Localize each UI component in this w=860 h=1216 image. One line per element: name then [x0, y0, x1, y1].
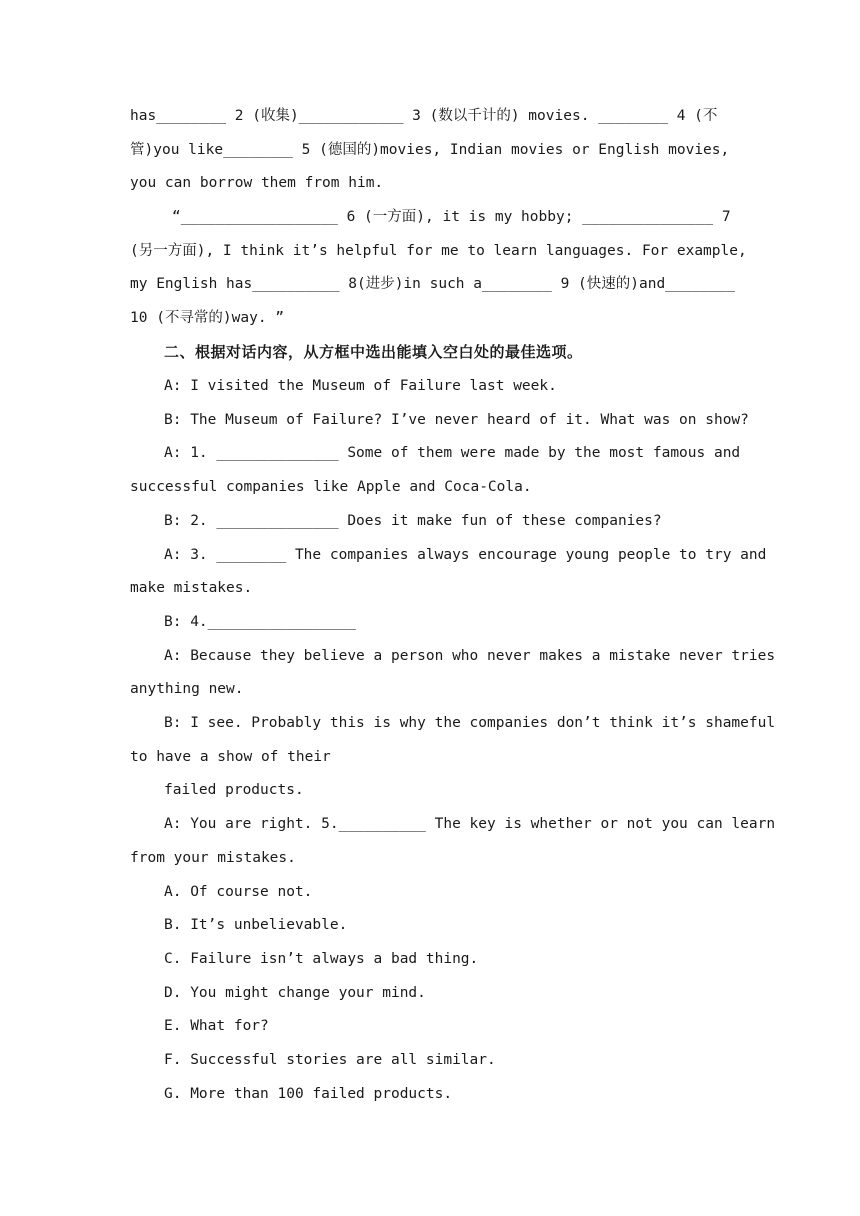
passage-line: “__________________ 6 (一方面), it is my hobby; _______________ 7 [172, 209, 731, 225]
dialogue-line: to have a show of their [130, 749, 331, 765]
passage-line: 管)you like________ 5 (德国的)movies, Indian movies or English movies, [130, 142, 730, 158]
passage-line: (另一方面), I think it’s helpful for me to learn languages. For example, [130, 243, 747, 259]
option-item: C. Failure isn’t always a bad thing. [164, 951, 479, 967]
dialogue-line: B: 2. ______________ Does it make fun of these companies? [164, 513, 662, 529]
dialogue-line: A: You are right. 5.__________ The key is whether or not you can learn [164, 816, 776, 832]
dialogue-line: A: 1. ______________ Some of them were made by the most famous and [164, 445, 741, 461]
option-item: F. Successful stories are all similar. [164, 1052, 496, 1068]
dialogue-line: make mistakes. [130, 580, 253, 596]
section-heading: 二、根据对话内容，从方框中选出能填入空白处的最佳选项。 [164, 343, 583, 361]
dialogue-line: A: 3. ________ The companies always encourage young people to try and [164, 547, 767, 563]
dialogue-line: A: Because they believe a person who never makes a mistake never tries [164, 648, 776, 664]
dialogue-line: B: The Museum of Failure? I’ve never heard of it. What was on show? [164, 412, 749, 428]
passage-line: has________ 2 (收集)____________ 3 (数以千计的) movies. ________ 4 (不 [130, 108, 718, 124]
dialogue-line: failed products. [164, 782, 304, 798]
dialogue-line: B: 4._________________ [164, 614, 357, 630]
option-item: G. More than 100 failed products. [164, 1086, 453, 1102]
dialogue-line: A: I visited the Museum of Failure last week. [164, 378, 557, 394]
passage-line: you can borrow them from him. [130, 175, 384, 191]
dialogue-line: from your mistakes. [130, 850, 296, 866]
passage-line: 10 (不寻常的)way. ” [130, 310, 285, 326]
option-item: B. It’s unbelievable. [164, 917, 348, 933]
passage-line: my English has__________ 8(进步)in such a________ 9 (快速的)and________ [130, 276, 736, 292]
option-item: A. Of course not. [164, 884, 313, 900]
option-item: D. You might change your mind. [164, 985, 426, 1001]
dialogue-line: anything new. [130, 681, 244, 697]
dialogue-line: successful companies like Apple and Coca-Cola. [130, 479, 532, 495]
option-item: E. What for? [164, 1018, 269, 1034]
dialogue-line: B: I see. Probably this is why the companies don’t think it’s shameful [164, 715, 776, 731]
